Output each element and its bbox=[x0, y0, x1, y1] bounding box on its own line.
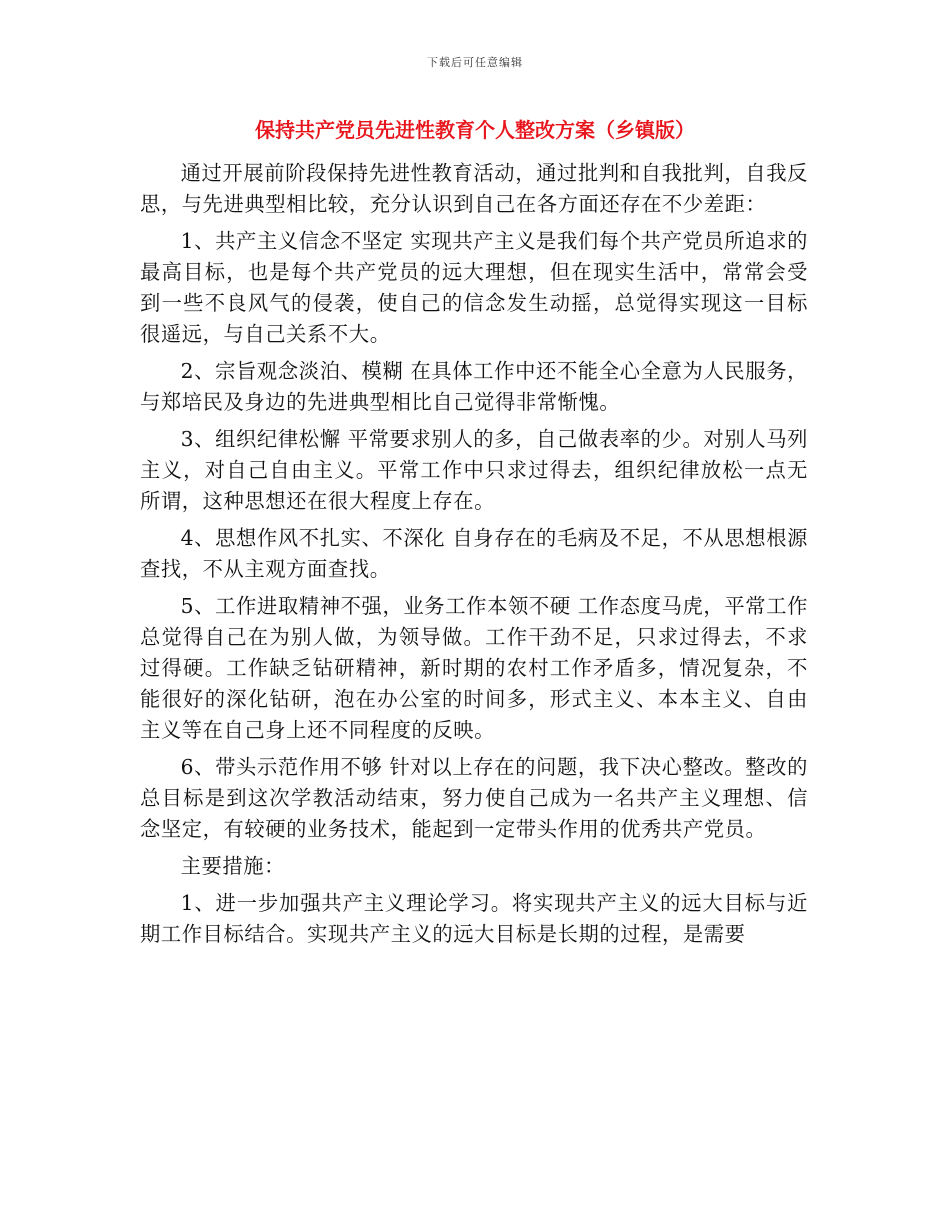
document-title: 保持共产党员先进性教育个人整改方案（乡镇版） bbox=[255, 118, 695, 142]
paragraph: 3、组织纪律松懈 平常要求别人的多，自己做表率的少。对别人马列主义，对自己自由主义。平常工作中只求过得去，组织纪律放松一点无所谓，这种思想还在很大程度上存在。 bbox=[140, 427, 808, 513]
header-note: 下载后可任意编辑 bbox=[427, 56, 523, 69]
paragraph: 主要措施： bbox=[180, 854, 286, 878]
paragraph: 5、工作进取精神不强，业务工作本领不硬 工作态度马虎，平常工作总觉得自己在为别人做，为领导做。工作干劲不足，只求过得去，不求过得硬。工作缺乏钻研精神，新时期的农村工作矛盾多，情况复杂，不能很好的深化钻研，泡在办公室的时间多，形式主义、本本主义、自由主义等在自己身上还不同程度的反映。 bbox=[140, 594, 808, 742]
paragraph: 1、进一步加强共产主义理论学习。将实现共产主义的远大目标与近期工作目标结合。实现共产主义的远大目标是长期的过程，是需要 bbox=[140, 891, 808, 946]
paragraph: 6、带头示范作用不够 针对以上存在的问题，我下决心整改。整改的总目标是到这次学教活动结束，努力使自己成为一名共产主义理想、信念坚定，有较硬的业务技术，能起到一定带头作用的优秀共产党员。 bbox=[140, 755, 808, 841]
paragraph: 1、共产主义信念不坚定 实现共产主义是我们每个共产党员所追求的最高目标，也是每个共产党员的远大理想，但在现实生活中，常常会受到一些不良风气的侵袭，使自己的信念发生动摇，总觉得实现这一目标很遥远，与自己关系不大。 bbox=[140, 229, 808, 346]
paragraph: 4、思想作风不扎实、不深化 自身存在的毛病及不足，不从思想根源查找，不从主观方面查找。 bbox=[140, 526, 808, 581]
paragraph: 2、宗旨观念淡泊、模糊 在具体工作中还不能全心全意为人民服务，与郑培民及身边的先进典型相比自己觉得非常惭愧。 bbox=[140, 359, 808, 414]
document-body bbox=[140, 158, 808, 956]
paragraph: 通过开展前阶段保持先进性教育活动，通过批判和自我批判，自我反思，与先进典型相比较，充分认识到自己在各方面还存在不少差距： bbox=[140, 161, 808, 216]
